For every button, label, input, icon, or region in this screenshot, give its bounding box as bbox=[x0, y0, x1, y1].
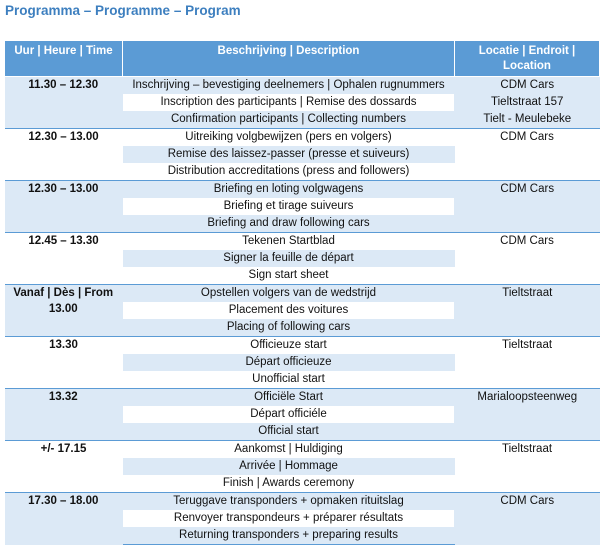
description-cell: Briefing et tirage suiveurs bbox=[123, 198, 455, 215]
description-cell: Placement des voitures bbox=[123, 302, 455, 319]
description-cell: Returning transponders + preparing results bbox=[123, 527, 455, 545]
description-cell: Départ officiéle bbox=[123, 406, 455, 423]
description-cell: Finish | Awards ceremony bbox=[123, 475, 455, 493]
programme-table bbox=[4, 40, 600, 545]
location-line: Tieltstraat bbox=[501, 339, 553, 351]
location-cell bbox=[455, 77, 600, 129]
description-cell: Remise des laissez-passer (presse et suiveurs) bbox=[123, 146, 455, 163]
location-line: Tieltstraat 157 bbox=[491, 96, 564, 108]
table-row bbox=[5, 493, 600, 511]
location-cell bbox=[455, 441, 600, 493]
header-location-line1: Locatie | Endroit | bbox=[478, 45, 576, 57]
time-cell: 12.30 – 13.00 bbox=[5, 181, 123, 233]
description-cell: Inschrijving – bevestiging deelnemers | Ophalen rugnummers bbox=[123, 77, 455, 95]
description-cell: Confirmation participants | Collecting numbers bbox=[123, 111, 455, 129]
table-row bbox=[5, 181, 600, 199]
page-title: Programma – Programme – Program bbox=[5, 3, 241, 18]
location-line: Tieltstraat bbox=[502, 287, 553, 299]
header-location-line2: Location bbox=[503, 60, 551, 72]
description-cell: Opstellen volgers van de wedstrijd bbox=[123, 285, 455, 303]
time-cell: 12.45 – 13.30 bbox=[5, 233, 123, 285]
time-cell bbox=[5, 285, 123, 337]
description-cell: Aankomst | Huldiging bbox=[123, 441, 455, 459]
description-cell: Sign start sheet bbox=[123, 267, 455, 285]
time-line: 13.00 bbox=[48, 303, 78, 315]
location-line: CDM Cars bbox=[500, 495, 555, 507]
table-row bbox=[5, 337, 600, 355]
description-cell: Teruggave transponders + opmaken rituitslag bbox=[123, 493, 455, 511]
location-cell bbox=[455, 337, 600, 389]
header-location bbox=[455, 41, 600, 77]
table-row bbox=[5, 233, 600, 251]
location-line: CDM Cars bbox=[500, 79, 555, 91]
location-cell bbox=[455, 181, 600, 233]
location-cell bbox=[455, 285, 600, 337]
description-cell: Départ officieuze bbox=[123, 354, 455, 371]
description-cell: Placing of following cars bbox=[123, 319, 455, 337]
description-cell: Signer la feuille de départ bbox=[123, 250, 455, 267]
table-header-row bbox=[5, 41, 600, 77]
location-line: CDM Cars bbox=[500, 131, 554, 143]
description-cell: Briefing and draw following cars bbox=[123, 215, 455, 233]
time-line: Vanaf | Dès | From bbox=[13, 287, 114, 299]
table-row bbox=[5, 77, 600, 95]
location-cell bbox=[455, 129, 600, 181]
description-cell: Arrivée | Hommage bbox=[123, 458, 455, 475]
location-line: Marialoopsteenweg bbox=[477, 391, 578, 403]
table-row bbox=[5, 389, 600, 407]
description-cell: Renvoyer transpondeurs + préparer résultats bbox=[123, 510, 455, 527]
time-cell: 13.32 bbox=[5, 389, 123, 441]
location-line: Tieltstraat bbox=[501, 443, 553, 455]
time-cell: 17.30 – 18.00 bbox=[5, 493, 123, 545]
time-cell: +/- 17.15 bbox=[5, 441, 123, 493]
description-cell: Officiële Start bbox=[123, 389, 455, 407]
description-cell: Official start bbox=[123, 423, 455, 441]
table-row bbox=[5, 441, 600, 459]
time-cell: 12.30 – 13.00 bbox=[5, 129, 123, 181]
location-cell bbox=[455, 493, 600, 545]
table-row bbox=[5, 129, 600, 147]
location-line: CDM Cars bbox=[500, 235, 554, 247]
description-cell: Inscription des participants | Remise des dossards bbox=[123, 94, 455, 111]
header-description: Beschrijving | Description bbox=[123, 41, 455, 77]
location-line: Tielt - Meulebeke bbox=[483, 113, 572, 125]
description-cell: Briefing en loting volgwagens bbox=[123, 181, 455, 199]
description-cell: Officieuze start bbox=[123, 337, 455, 355]
time-cell: 13.30 bbox=[5, 337, 123, 389]
description-cell: Unofficial start bbox=[123, 371, 455, 389]
location-cell bbox=[455, 233, 600, 285]
description-cell: Distribution accreditations (press and followers) bbox=[123, 163, 455, 181]
header-time: Uur | Heure | Time bbox=[5, 41, 123, 77]
description-cell: Tekenen Startblad bbox=[123, 233, 455, 251]
description-cell: Uitreiking volgbewijzen (pers en volgers) bbox=[123, 129, 455, 147]
table-row bbox=[5, 285, 600, 303]
time-cell: 11.30 – 12.30 bbox=[5, 77, 123, 129]
location-line: CDM Cars bbox=[500, 183, 555, 195]
location-cell bbox=[455, 389, 600, 441]
